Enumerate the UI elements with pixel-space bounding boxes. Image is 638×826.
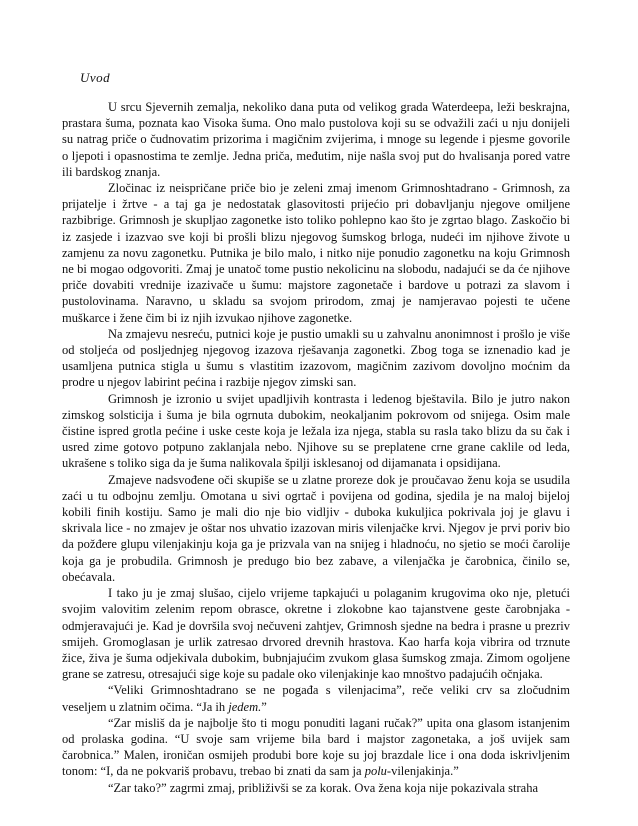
paragraph: U srcu Sjevernih zemalja, nekoliko dana puta od velikog grada Waterdeepa, leži beskrajna, prastara šuma, poznata kao Visoka šuma. Ono malo pustolova koji su se odvažili zaći u nju donijeli su natrag priče o čudnovatim prizorima i magičnim zvijerima, i mnoge su legende i pjesme govorile o ljepoti i opasnostima te zemlje. Jedna priča, međutim, nije našla svoj put do hvalisanja pored vatre ili bardskog znanja. — [62, 100, 570, 179]
paragraph: “Veliki Grimnoshtadrano se ne pogađa s vilenjacima”, reče veliki crv sa zločudnim veseljem u zlatnim očima. “Ja ih jedem.” — [62, 683, 570, 714]
chapter-heading: Uvod — [80, 70, 111, 85]
paragraph: Na zmajevu nesreću, putnici koje je pustio umakli su u zahvalnu anonimnost i prošlo je više od stoljeća od posljednjeg njegovog izazova rješavanja zagonetki. Zbog toga se iznenadio kad je usamljena putnica stigla u šumu s vlastitim izazovom, magičnim zazivom dovoljno moćnim da prodre u njegov labirint pećina i razbije njegov zimski san. — [62, 326, 570, 390]
emphasis-jedem: jedem. — [228, 699, 262, 714]
body-text — [62, 99, 570, 796]
paragraph: Zločinac iz neispričane priče bio je zeleni zmaj imenom Grimnoshtadrano - Grimnosh, za prijatelje i žrtve - a taj ga je nedostatak glasovitosti prijećio pri dobavljanju njegove omiljene razbibrige. Grimnosh je skupljao zagonetke isto toliko pohlepno kao što je zgrtao blago. Zaskočio bi iz zasjede i izazvao sve koji bi prošli blizu njegovog šumskog brloga, nudeći im njihove živote u zamjenu za novu zagonetku. Putnika je bilo malo, i nitko nije ponudio zagonetku na koju Grimnosh ne bi mogao odgovoriti. Zmaj je unatoč tome pustio nekolicinu na slobodu, nadajući se da će njihove priče dovabiti vrednije izazivače u šumu: majstore zagonetače i bardove u potrazi za slavom i pustolovinama. Naravno, u skladu sa svojom prirodom, zmaj je namjeravao pojesti te učene muškarce i žene čim bi iz njih izvukao njihove zagonetke. — [62, 181, 570, 325]
paragraph: I tako ju je zmaj slušao, cijelo vrijeme tapkajući u polaganim krugovima oko nje, pletući svojim valovitim zelenim repom obrasce, okretne i zlokobne kao tajanstvene geste čarobnjaka - odmjeravajući je. Kad je dovršila svoj nečuveni zahtjev, Grimnosh sjedne na bedra i prasne u prezriv smijeh. Gromoglasan je urlik zatresao drvored drevnih hrastova. Kao harfa koja vibrira od trznute žice, živa je šuma odjekivala dubokim, bubnjajućim zvukom glasa šumskog zmaja. Zimom ogoljene grane se zatresu, otresajući sige koje su padale oko vilenjakinje kao mnoštvo padajućih očnjaka. — [62, 586, 570, 682]
emphasis-polu: polu — [364, 764, 387, 779]
paragraph: Zmajeve nadsvođene oči skupiše se u zlatne proreze dok je proučavao ženu koja se usudila zaći u tu odbojnu zemlju. Omotana u sivi ogrtač i povijena od godina, sjedila je na maloj bijeloj kobili finih kostiju. Samo je mali dio nje bio vidljiv - duboka kukuljica pokrivala joj je glavu i skrivala lice - no zmajev je oštar nos uhvatio izazovan miris vilenjačke krvi. Njegov je prvi poriv bio da požđere glupu vilenjakinju koja ga je prizvala van na snijeg i hladnoću, no sjetio se moći čarolije koja ga je probudila. Grimnosh je predugo bio bez zabave, a vilenjačka je čarobnica, činilo se, obećavala. — [62, 472, 570, 584]
paragraph: “Zar tako?” zagrmi zmaj, približivši se za korak. Ova žena koja nije pokazivala straha — [108, 780, 539, 795]
paragraph: “Zar misliš da je najbolje što ti mogu ponuditi lagani ručak?” upita ona glasom istanjenim od prolaska godina. “U svoje sam vrijeme bila bard i majstor zagonetaka, a još uvijek sam čarobnica.” Malen, ironičan osmijeh produbi bore koje su joj brazdale lice i ona doda iskrivljenim tonom: “I, da ne pokvariš probavu, trebao bi znati da sam ja polu-vilenjakinja.” — [62, 715, 570, 779]
paragraph: Grimnosh je izronio u svijet upadljivih kontrasta i ledenog bještavila. Bilo je jutro nakon zimskog solsticija i šuma je bila ogrnuta dubokim, neokaljanim pokrovom od snijega. Osim male čistine ispred grotla pećine i uske ceste koja je ležala iza njega, stabla su rasla tako blizu da su čak i usred zime gotovo potpuno zaklanjala nebo. Njihove su se preplatene crne grane caklile od leda, ukrašene s toliko siga da je šuma nalikovala špilji isklesanoj od dijamanata i opsidijana. — [62, 391, 570, 471]
